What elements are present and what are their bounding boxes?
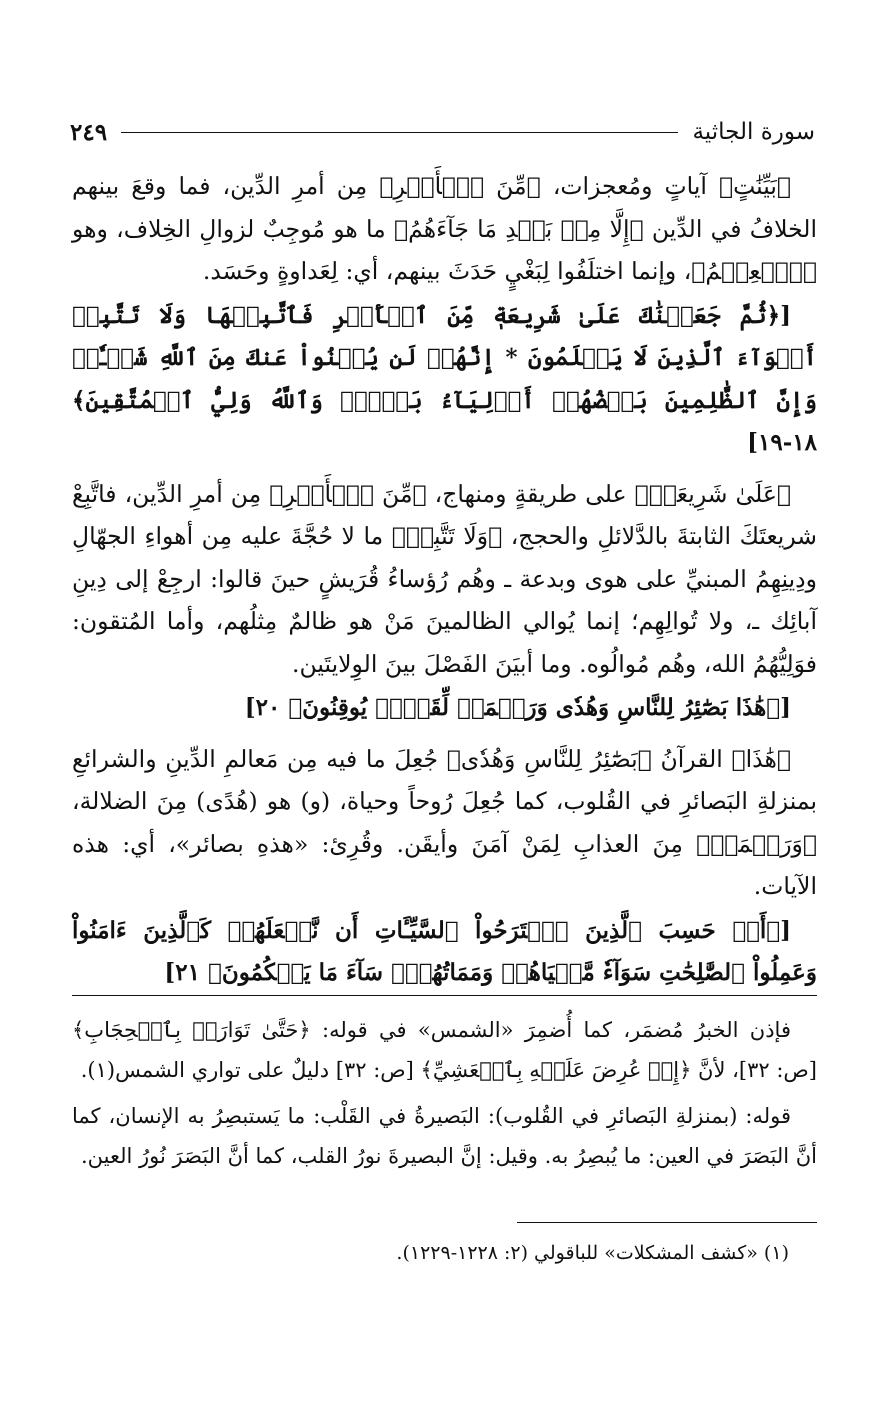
surah-title: سورة الجاثية [692,119,815,145]
section-divider [72,995,817,996]
quran-verse-18-19: [﴿ثُمَّ جَعَلۡنَٰكَ عَلَىٰ شَرِيعَةٖ مِّنَ ٱلۡأَمۡرِ فَٱتَّبِعۡهَا وَلَا تَتَّبِعۡ أَهۡوَآءَ ٱلَّذِينَ لَا يَعۡلَمُونَ * إِنَّهُمۡ لَن يُغۡنُواْ عَنكَ مِنَ ٱللَّهِ شَيۡـٔٗاۚ وَإِنَّ ٱلظَّٰلِمِينَ بَعۡضُهُمۡ أَوۡلِيَآءُ بَعۡضٖۖ وَٱللَّهُ وَلِيُّ ٱلۡمُتَّقِينَ﴾ ١٨-١٩] [72,301,817,456]
header-rule [121,132,678,133]
main-text [72,165,817,1003]
marginal-notes [72,1010,817,1182]
quran-verse-20: [﴿هَٰذَا بَصَٰٓئِرُ لِلنَّاسِ وَهُدٗى وَرَحۡمَةٞ لِّقَوۡمٖ يُوقِنُونَ﴾ ٢٠] [244,694,791,721]
footnote-divider [517,1222,817,1223]
page-number: ٢٤٩ [70,118,108,146]
note-paragraph: فإذن الخبرُ مُضمَر، كما أُضمِرَ «الشمس» في قوله: ﴿حَتَّىٰ تَوَارَتۡ بِٱلۡحِجَابِ﴾ [ص: ٣٢]، لأنَّ ﴿إِذۡ عُرِضَ عَلَيۡهِ بِٱلۡعَشِيِّ﴾ [ص: ٣٢] دليلٌ على تواري الشمس(١). [72,1018,817,1082]
quran-verse-21: [﴿أَمۡ حَسِبَ ٱلَّذِينَ ٱجۡتَرَحُواْ ٱلسَّيِّـَٔاتِ أَن نَّجۡعَلَهُمۡ كَٱلَّذِينَ ءَامَنُواْ وَعَمِلُواْ ٱلصَّٰلِحَٰتِ سَوَآءٗ مَّحۡيَاهُمۡ وَمَمَاتُهُمۡۚ سَآءَ مَا يَحۡكُمُونَ﴾ ٢١] [72,916,817,986]
commentary-paragraph: ﴿عَلَىٰ شَرِيعَةٖ﴾ على طريقةٍ ومنهاج، ﴿مِّنَ ٱلۡأَمۡرِ﴾ مِن أمرِ الدِّين، فاتَّبِعْ شريعتَكَ الثابتةَ بالدَّلائلِ والحجج، ﴿وَلَا تَتَّبِعۡ﴾ ما لا حُجَّةَ عليه مِن أهواءِ الجهّالِ ودِينِهِمُ المبنيِّ على هوى وبدعة ـ وهُم رُؤساءُ قُرَيشٍ حينَ قالوا: ارجِعْ إلى دِينِ آبائِك ـ، ولا تُوالِهِم؛ إنما يُوالي الظالمينَ مَنْ هو ظالمٌ مِثلُهم، وأما المُتقون: فوَلِيُّهُمُ الله، وهُم مُوالُوه. وما أبيَنَ الفَصْلَ بينَ الوِلايتَين. [72,479,817,678]
commentary-paragraph: ﴿هَٰذَا﴾ القرآنُ ﴿بَصَٰٓئِرُ لِلنَّاسِ وَهُدٗى﴾ جُعِلَ ما فيه مِن مَعالمِ الدِّينِ والشرائعِ بمنزلةِ البَصائرِ في القُلوب، كما جُعِلَ رُوحاً وحياة، (و) هو (هُدًى) مِنَ الضلالة، ﴿وَرَحۡمَةٞ﴾ مِنَ العذابِ لِمَنْ آمَنَ وأيقَن. وقُرِئ: «هذهِ بصائر»، أي: هذه الآيات. [72,744,817,900]
footnote: (١) «كشف المشكلات» للباقولي (٢: ١٢٢٨-١٢٢٩). [396,1242,789,1264]
commentary-paragraph: ﴿بَيِّنَٰتٍ﴾ آياتٍ ومُعجزات، ﴿مِّنَ ٱلۡأَمۡرِ﴾ مِن أمرِ الدِّين، فما وقعَ بينهم الخلافُ في الدِّين ﴿إِلَّا مِنۢ بَعۡدِ مَا جَآءَهُمُ﴾ ما هو مُوجِبٌ لزوالِ الخِلاف، وهو ﴿ٱلۡعِلۡمُ﴾، وإنما اختلَفُوا لِبَغْيٍ حَدَثَ بينهم، أي: لِعَداوةٍ وحَسَد. [72,172,817,285]
page-header [70,112,815,152]
note-paragraph: قوله: (بمنزلةِ البَصائرِ في القُلوب): البَصيرةُ في القَلْب: ما يَستبصِرُ به الإنسان، كما أنَّ البَصَرَ في العين: ما يُبصِرُ به. وقيل: إنَّ البصيرةَ نورُ القلب، كما أنَّ البَصَرَ نُورُ العين. [72,1104,817,1168]
